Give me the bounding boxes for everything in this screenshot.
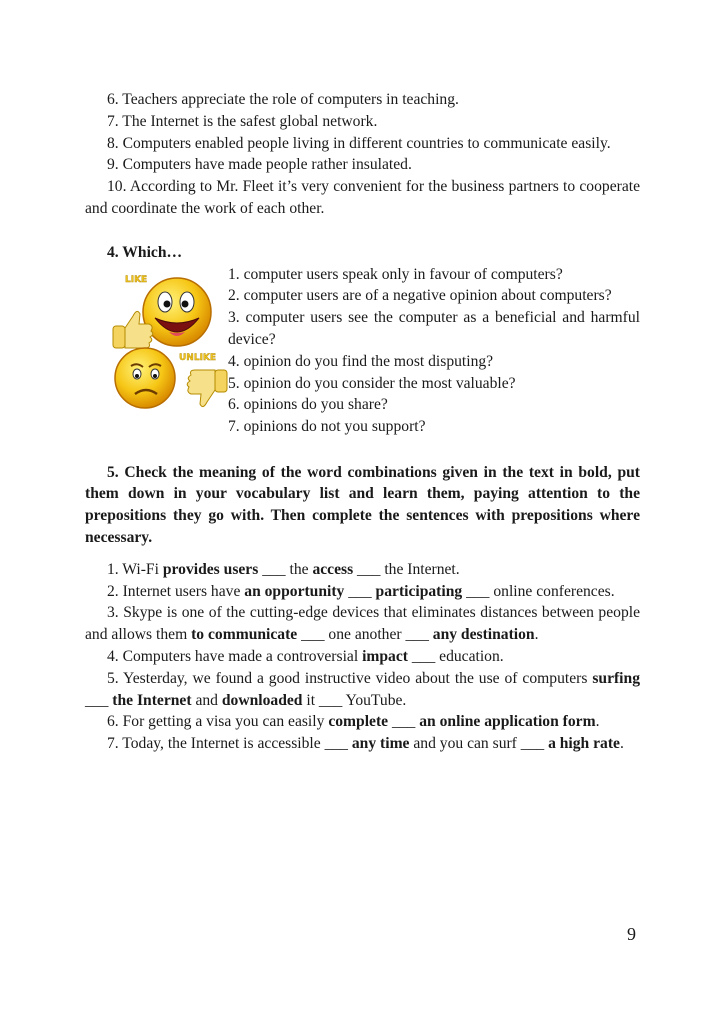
task4-question-1: 1. computer users speak only in favour of computers? — [228, 265, 563, 283]
like-label: LIKE — [125, 274, 148, 285]
task4-questions — [228, 264, 640, 438]
statement-7: 7. The Internet is the safest global network. — [107, 112, 378, 130]
statement-10: 10. According to Mr. Fleet it’s very convenient for the business partners to cooperate and coordinate the work of each other. — [85, 178, 640, 217]
statement-6: 6. Teachers appreciate the role of computers in teaching. — [107, 91, 459, 108]
statements-list — [85, 89, 640, 220]
page-number: 9 — [627, 924, 636, 944]
task5-sentence-2: 2. Internet users have an opportunity ___ participating ___ online conferences. — [107, 582, 615, 600]
like-unlike-emoji-illustration — [107, 268, 235, 416]
task4-question-4: 4. opinion do you find the most disputing? — [228, 352, 494, 370]
unlike-label: UNLIKE — [179, 352, 217, 363]
task5-sentences — [85, 559, 640, 755]
task5-sentence-7: 7. Today, the Internet is accessible ___ any time and you can surf ___ a high rate. — [107, 735, 624, 753]
task5-sentence-3: 3. Skype is one of the cutting-edge devices that eliminates distances between people and allows them to communicate ___ one another ___ any destination. — [85, 604, 640, 644]
task4-question-6: 6. opinions do you share? — [228, 396, 388, 414]
statement-8: 8. Computers enabled people living in different countries to communicate easily. — [107, 134, 611, 152]
thumbs-down-icon — [187, 370, 227, 407]
task4-block — [85, 264, 640, 462]
task5-sentence-4: 4. Computers have made a controversial impact ___ education. — [107, 647, 504, 665]
task4-question-5: 5. opinion do you consider the most valuable? — [228, 374, 516, 392]
task5-instruction: 5. Check the meaning of the word combinations given in the text in bold, put them down in your vocabulary list and learn them, paying attention to the prepositions they go with. Then complete the sentences with prepositions where necessary. — [85, 463, 640, 546]
happy-face-icon — [143, 278, 211, 346]
task4-question-7: 7. opinions do not you support? — [228, 418, 426, 436]
task5-sentence-6: 6. For getting a visa you can easily complete ___ an online application form. — [107, 713, 600, 731]
page-content — [85, 89, 640, 755]
task5-sentence-5: 5. Yesterday, we found a good instructive video about the use of computers surfing ___ the Internet and downloaded it ___ YouTube. — [85, 669, 640, 709]
task4-question-3: 3. computer users see the computer as a beneficial and harmful device? — [228, 309, 640, 348]
task4-heading: 4. Which… — [107, 243, 183, 261]
statement-9: 9. Computers have made people rather insulated. — [107, 156, 412, 174]
sad-face-icon — [115, 348, 175, 408]
task5-sentence-1: 1. Wi-Fi provides users ___ the access ___ the Internet. — [107, 560, 460, 578]
task4-question-2: 2. computer users are of a negative opinion about computers? — [228, 287, 612, 305]
